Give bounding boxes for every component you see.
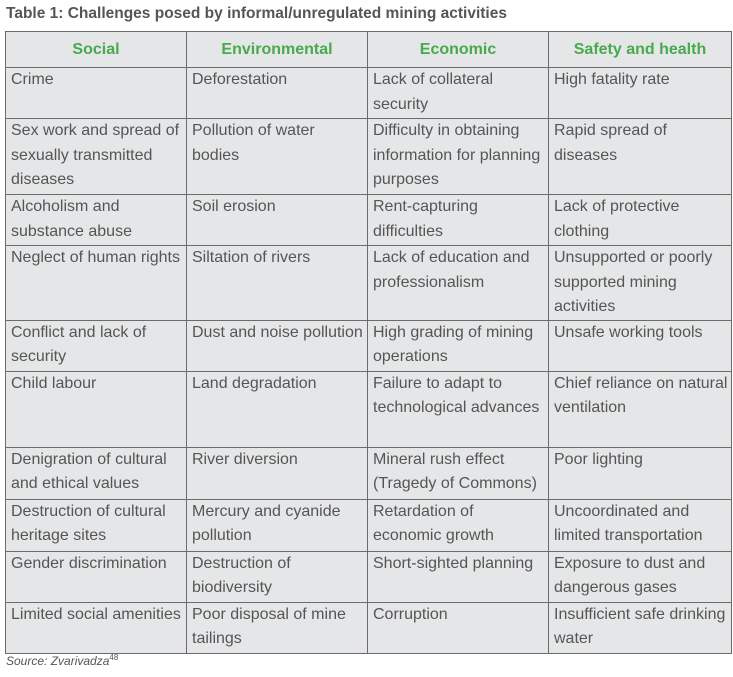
table-cell: Uncoordinated and limited transportation: [549, 499, 732, 551]
table-row: [6, 499, 732, 551]
table-cell: Sex work and spread of sexually transmitted diseases: [6, 119, 187, 195]
table-cell: Destruction of biodiversity: [187, 551, 368, 602]
table-cell: Gender discrimination: [6, 551, 187, 602]
table-cell: Crime: [6, 68, 187, 119]
challenges-table: [5, 31, 732, 654]
table-cell: Unsupported or poorly supported mining activities: [549, 246, 732, 321]
table-cell: Insufficient safe drinking water: [549, 602, 732, 653]
column-header-social: Social: [6, 32, 187, 68]
column-header-safety-health: Safety and health: [549, 32, 732, 68]
table-cell: Alcoholism and substance abuse: [6, 195, 187, 246]
table-cell: Rapid spread of diseases: [549, 119, 732, 195]
table-cell: Deforestation: [187, 68, 368, 119]
table-cell: Denigration of cultural and ethical values: [6, 447, 187, 499]
table-row: [6, 551, 732, 602]
table-row: [6, 246, 732, 321]
table-cell: Child labour: [6, 371, 187, 447]
table-row: [6, 68, 732, 119]
column-header-environmental: Environmental: [187, 32, 368, 68]
table-cell: Siltation of rivers: [187, 246, 368, 321]
table-cell: Retardation of economic growth: [368, 499, 549, 551]
source-note: [6, 653, 118, 668]
table-row: [6, 320, 732, 371]
table-cell: River diversion: [187, 447, 368, 499]
table-cell: High fatality rate: [549, 68, 732, 119]
table-cell: Unsafe working tools: [549, 320, 732, 371]
table-row: [6, 195, 732, 246]
table-cell: Mineral rush effect (Tragedy of Commons): [368, 447, 549, 499]
table-cell: High grading of mining operations: [368, 320, 549, 371]
table-cell: Dust and noise pollution: [187, 320, 368, 371]
table-cell: Rent-capturing difficulties: [368, 195, 549, 246]
table-cell: Failure to adapt to technological advances: [368, 371, 549, 447]
table-cell: Difficulty in obtaining information for planning purposes: [368, 119, 549, 195]
source-text: Source: Zvarivadza: [6, 654, 110, 668]
table-cell: Short-sighted planning: [368, 551, 549, 602]
table-header-row: [6, 32, 732, 68]
table-cell: Neglect of human rights: [6, 246, 187, 321]
table-cell: Lack of protective clothing: [549, 195, 732, 246]
table-row: [6, 602, 732, 653]
table-cell: Lack of collateral security: [368, 68, 549, 119]
table-cell: Conflict and lack of security: [6, 320, 187, 371]
column-header-economic: Economic: [368, 32, 549, 68]
table-cell: Chief reliance on natural ventilation: [549, 371, 732, 447]
table-cell: Lack of education and professionalism: [368, 246, 549, 321]
table-cell: Poor disposal of mine tailings: [187, 602, 368, 653]
table-cell: Soil erosion: [187, 195, 368, 246]
table-cell: Pollution of water bodies: [187, 119, 368, 195]
table-cell: Mercury and cyanide pollution: [187, 499, 368, 551]
table-cell: Corruption: [368, 602, 549, 653]
table-cell: Destruction of cultural heritage sites: [6, 499, 187, 551]
table-cell: Land degradation: [187, 371, 368, 447]
table-cell: Exposure to dust and dangerous gases: [549, 551, 732, 602]
table-row: [6, 119, 732, 195]
source-reference: 48: [109, 653, 119, 662]
table-title: Table 1: Challenges posed by informal/unregulated mining activities: [6, 5, 507, 22]
table-row: [6, 371, 732, 447]
table-cell: Poor lighting: [549, 447, 732, 499]
table-cell: Limited social amenities: [6, 602, 187, 653]
table-row: [6, 447, 732, 499]
